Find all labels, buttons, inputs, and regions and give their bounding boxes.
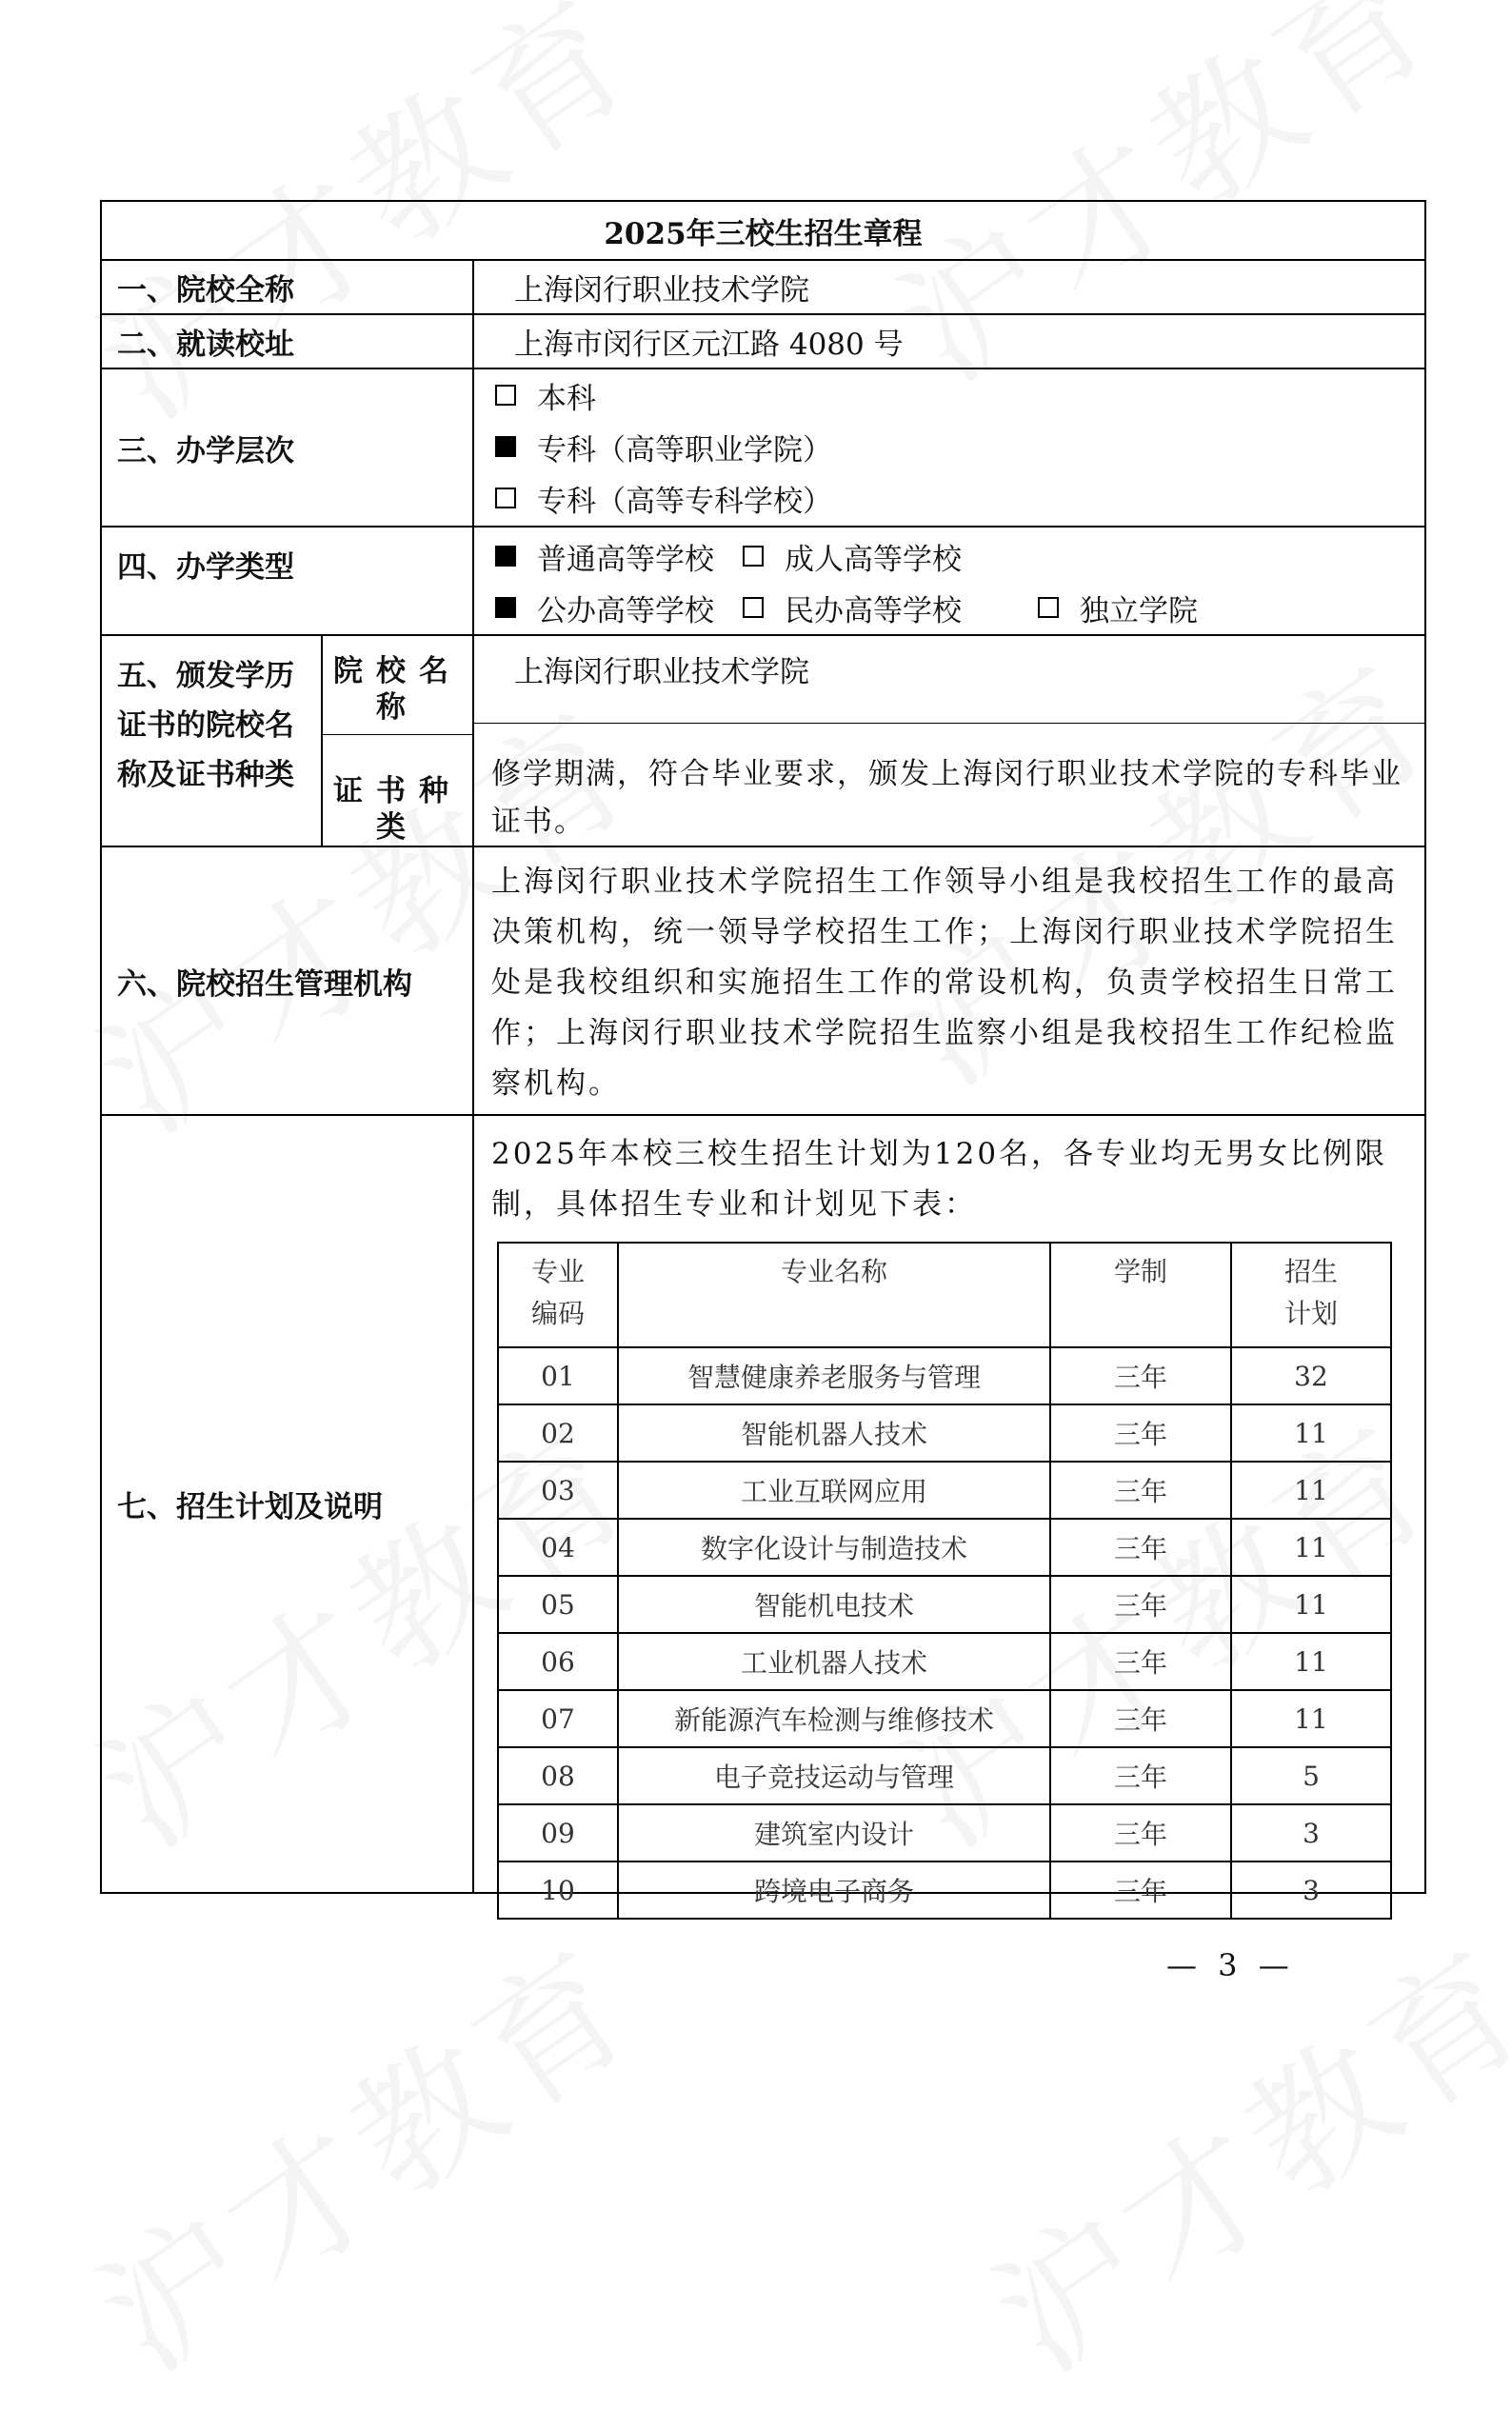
cell-major: 数字化设计与制造技术	[618, 1519, 1050, 1576]
header-code-text: 专业编码	[530, 1256, 585, 1329]
cell-quota: 11	[1231, 1462, 1391, 1519]
option-line	[495, 530, 1424, 582]
row-label: 二、就读校址	[102, 315, 474, 368]
table-row	[498, 1347, 1391, 1404]
table-row	[498, 1462, 1391, 1519]
address-value: 上海市闵行区元江路 4080 号	[514, 328, 904, 362]
row-label: 五、颁发学历证书的院校名称及证书种类	[102, 636, 323, 846]
cell-quota: 11	[1231, 1404, 1391, 1462]
cell-code: 10	[498, 1862, 618, 1919]
cell-quota: 3	[1231, 1804, 1391, 1862]
cell-code: 05	[498, 1576, 618, 1633]
sub-label-certificate-type: 证书种类	[333, 774, 462, 845]
cell-duration: 三年	[1050, 1519, 1231, 1576]
cell-duration: 三年	[1050, 1576, 1231, 1633]
education-level-options	[474, 369, 1424, 526]
row-label: 一、院校全称	[102, 261, 474, 313]
header-quota	[1231, 1243, 1391, 1347]
cell-duration: 三年	[1050, 1862, 1231, 1919]
checkbox-checked-icon	[495, 436, 516, 457]
cell-quota: 11	[1231, 1633, 1391, 1690]
checkbox-icon	[743, 546, 764, 567]
school-name-value: 上海闵行职业技术学院	[514, 273, 809, 308]
row-school-name	[102, 261, 1424, 315]
row-label: 七、招生计划及说明	[102, 1116, 474, 1892]
option-label: 普通高等学校	[537, 542, 714, 577]
row-school-type	[102, 528, 1424, 636]
enrollment-plan-table	[497, 1242, 1392, 1920]
document-title: 2025年三校生招生章程	[102, 202, 1424, 261]
table-row	[498, 1519, 1391, 1576]
option-label: 独立学院	[1080, 593, 1198, 628]
cell-code: 02	[498, 1404, 618, 1462]
option-label: 公办高等学校	[537, 593, 714, 628]
table-row	[498, 1747, 1391, 1804]
cell-duration: 三年	[1050, 1462, 1231, 1519]
cell-major: 智能机器人技术	[618, 1404, 1050, 1462]
cell-duration: 三年	[1050, 1747, 1231, 1804]
cell-duration: 三年	[1050, 1804, 1231, 1862]
cell-major: 智能机电技术	[618, 1576, 1050, 1633]
cell-duration: 三年	[1050, 1347, 1231, 1404]
cell-major: 工业机器人技术	[618, 1633, 1050, 1690]
checkbox-checked-icon	[495, 597, 516, 618]
cell-major: 建筑室内设计	[618, 1804, 1050, 1862]
cell-quota: 11	[1231, 1576, 1391, 1633]
header-major: 专业名称	[618, 1243, 1050, 1347]
school-type-options	[474, 528, 1424, 634]
cell-quota: 11	[1231, 1519, 1391, 1576]
cell-duration: 三年	[1050, 1404, 1231, 1462]
table-row	[498, 1804, 1391, 1862]
cell-quota: 5	[1231, 1747, 1391, 1804]
option-line	[495, 582, 1424, 633]
cell-major: 新能源汽车检测与维修技术	[618, 1690, 1050, 1747]
cell-code: 06	[498, 1633, 618, 1690]
option-label: 成人高等学校	[785, 542, 962, 577]
table-header-row	[498, 1243, 1391, 1347]
row-enrollment-plan	[102, 1116, 1424, 1907]
option-label: 专科（高等职业学院）	[537, 432, 832, 468]
cell-code: 04	[498, 1519, 618, 1576]
checkbox-icon	[743, 597, 764, 618]
cell-duration: 三年	[1050, 1633, 1231, 1690]
table-row	[498, 1690, 1391, 1747]
checkbox-checked-icon	[495, 546, 516, 567]
table-row	[498, 1404, 1391, 1462]
option-label: 专科（高等专科学校）	[537, 484, 832, 519]
row-education-level	[102, 369, 1424, 528]
option-line	[495, 421, 1424, 472]
cell-duration: 三年	[1050, 1690, 1231, 1747]
cell-code: 03	[498, 1462, 618, 1519]
checkbox-icon	[495, 488, 516, 508]
row-address	[102, 315, 1424, 369]
cell-major: 工业互联网应用	[618, 1462, 1050, 1519]
cell-quota: 32	[1231, 1347, 1391, 1404]
enrollment-intro: 2025年本校三校生招生计划为120名，各专业均无男女比例限制，具体招生专业和计划见下表：	[491, 1137, 1388, 1222]
table-row	[498, 1633, 1391, 1690]
page-number: — 3 —	[1166, 1947, 1295, 1983]
enrollment-plan-content	[474, 1116, 1424, 1907]
cell-code: 09	[498, 1804, 618, 1862]
header-duration: 学制	[1050, 1243, 1231, 1347]
option-line	[495, 369, 1424, 421]
admission-office-value: 上海闵行职业技术学院招生工作领导小组是我校招生工作的最高决策机构，统一领导学校招生工作；上海闵行职业技术学院招生处是我校组织和实施招生工作的常设机构，负责学校招生日常工作；上海闵行职业技术学院招生监察小组是我校招生工作纪检监察机构。	[491, 865, 1398, 1101]
row-admission-office	[102, 847, 1424, 1116]
row-label: 三、办学层次	[102, 369, 474, 526]
cell-quota: 11	[1231, 1690, 1391, 1747]
row-certificate	[102, 636, 1424, 847]
certificate-sub-labels	[323, 636, 474, 846]
option-label: 民办高等学校	[785, 593, 962, 628]
header-code	[498, 1243, 618, 1347]
header-quota-text: 招生计划	[1283, 1256, 1338, 1329]
sub-label-school-name: 院校名称	[323, 636, 472, 735]
cell-code: 07	[498, 1690, 618, 1747]
table-row	[498, 1862, 1391, 1919]
cell-major: 电子竞技运动与管理	[618, 1747, 1050, 1804]
admission-table	[100, 200, 1426, 1907]
option-line	[495, 472, 1424, 524]
cell-major: 智慧健康养老服务与管理	[618, 1347, 1050, 1404]
row-label: 四、办学类型	[102, 528, 474, 634]
checkbox-icon	[495, 385, 516, 406]
option-label: 本科	[537, 381, 596, 416]
certificate-school-value: 上海闵行职业技术学院	[474, 636, 1424, 724]
table-row	[498, 1576, 1391, 1633]
certificate-type-value: 修学期满，符合毕业要求，颁发上海闵行职业技术学院的专科毕业证书。	[491, 757, 1403, 839]
cell-quota: 3	[1231, 1862, 1391, 1919]
cell-code: 01	[498, 1347, 618, 1404]
checkbox-icon	[1038, 597, 1059, 618]
row-label: 六、院校招生管理机构	[102, 847, 474, 1114]
cell-major: 跨境电子商务	[618, 1862, 1050, 1919]
cell-code: 08	[498, 1747, 618, 1804]
watermark	[53, 1891, 670, 2409]
certificate-values	[474, 636, 1424, 846]
